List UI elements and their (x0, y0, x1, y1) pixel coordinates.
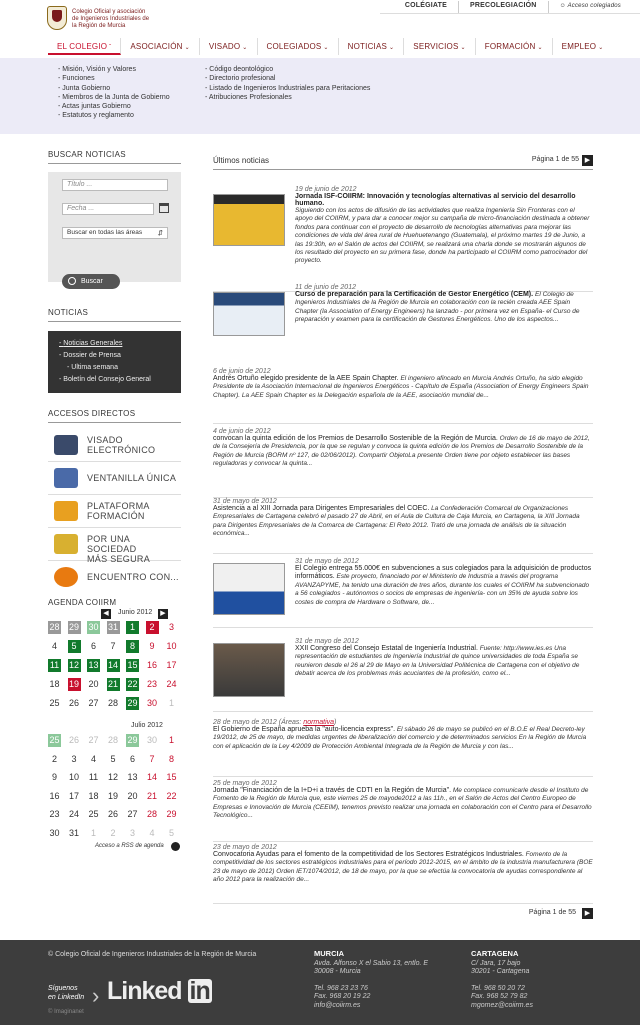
site-header (0, 0, 640, 58)
news-title-link[interactable]: Andrés Ortuño elegido presidente de la AEE Spain Chapter. (213, 375, 399, 382)
search-news-box (48, 172, 181, 285)
calendar-day: 3 (129, 827, 135, 838)
calendar-day: 10 (68, 772, 79, 782)
news-thumbnail[interactable] (213, 292, 285, 336)
precolegiacion-link[interactable]: PRECOLEGIACIÓN (459, 1, 549, 13)
access-title: ACCESOS DIRECTOS (48, 409, 181, 423)
calendar-day: 31 (107, 622, 118, 632)
calendar-day: 27 (88, 698, 99, 708)
graduation-icon (54, 501, 78, 521)
rss-row (48, 843, 181, 853)
calendar-day: 15 (166, 772, 177, 782)
nav-visado[interactable]: VISADO ⌄ (200, 38, 258, 55)
news-thumbnail[interactable] (213, 194, 285, 246)
submenu-item[interactable]: - Listado de Ingenieros Industriales para Peritaciones (205, 84, 370, 93)
chevron-down-icon: ⌄ (389, 45, 395, 51)
site-footer (0, 940, 640, 1025)
calendar-day: 20 (88, 679, 99, 689)
area-select[interactable]: Buscar en todas las áreas ⇵ (62, 227, 168, 239)
calendar-day: 16 (146, 660, 157, 670)
calendar-day: 30 (146, 735, 157, 745)
calendar-day[interactable]: 30 (88, 622, 99, 632)
colegio-logo[interactable] (47, 6, 67, 30)
date-input[interactable]: Fecha ... (62, 203, 154, 215)
calendar-day: 4 (90, 753, 96, 764)
calendar-day[interactable]: 21 (107, 679, 118, 689)
june-label: Junio 2012 (118, 609, 153, 616)
nav-empleo[interactable]: EMPLEO ⌄ (561, 42, 604, 51)
calendar-day: 24 (166, 679, 177, 689)
calendar-day: 27 (127, 809, 138, 819)
calendar-day[interactable]: 5 (68, 640, 81, 653)
top-divider (380, 13, 640, 14)
laptop-icon (54, 435, 78, 455)
calendar-day: 23 (49, 809, 60, 819)
calendar-day: 25 (49, 698, 60, 708)
footer-cartagena: CARTAGENA C/ Jara, 17 bajo 30201 - Cartagena Tel. 968 50 20 72 Fax. 968 52 79 82 mgomez@coiirm.es (471, 949, 533, 1009)
chevron-down-icon: ⌄ (242, 45, 248, 51)
footer-credit: © Imaginanet (48, 1009, 84, 1015)
submenu-item[interactable]: - Atribuciones Profesionales (205, 93, 370, 102)
news-menu-item[interactable]: - Noticias Generales (59, 338, 181, 350)
calendar-day: 27 (88, 735, 99, 745)
access-list (48, 429, 181, 594)
calendar-day: 23 (146, 679, 157, 689)
calendar-day: 25 (88, 809, 99, 819)
nav-colegiados[interactable]: COLEGIADOS ⌄ (258, 38, 339, 55)
news-menu-item[interactable]: - Dossier de Prensa (59, 350, 181, 362)
calendar-day: 9 (51, 772, 57, 782)
submenu-item[interactable]: - Funciones (58, 74, 170, 83)
calendar-day: 24 (68, 809, 79, 819)
calendar-day: 22 (166, 790, 177, 801)
calendar-day[interactable]: 22 (127, 679, 138, 689)
calendar-day: 18 (88, 790, 99, 801)
access-encuentro[interactable]: ENCUENTRO CON... (48, 561, 181, 594)
news-item: 31 de mayo de 2012 Asistencia a al XIII Jornada para Dirigentes Empresariales del COEC. La Confederación Comarcal de Organizaciones Empresariales de Cartagena celebró el pasado 27 de Abril, en el Aula de Cultura de Caja Murcia, en Cartagena, la XIII Jornada para Dirigentes Empresariales de la Comarca de Cartagena: El Reto 2012. Trató de una jornada de análisis de la situación económica... (213, 498, 593, 554)
calendar-day: 13 (127, 772, 138, 782)
calendar-day: 19 (107, 790, 118, 801)
july-calendar (48, 734, 181, 845)
news-title-link[interactable]: Jornada ISF-COIIRM: Innovación y tecnologías alternativas al servicio del desarrollo humano. (295, 193, 576, 207)
rss-icon[interactable] (171, 842, 180, 851)
july-label: Julio 2012 (131, 722, 163, 729)
rss-link[interactable]: Acceso a RSS de agenda (95, 843, 164, 849)
chevron-down-icon: ⌄ (537, 45, 543, 51)
calendar-day: 11 (88, 772, 99, 782)
title-input[interactable]: Título ... (62, 179, 168, 191)
chevron-down-icon: ⌄ (184, 45, 190, 51)
sidebar (48, 150, 181, 853)
chevron-down-icon: ⌄ (598, 45, 604, 51)
nav-el-colegio[interactable]: EL COLEGIO ˆ (48, 38, 121, 55)
calendar-day: 2 (110, 827, 116, 838)
submenu-item[interactable]: - Miembros de la Junta de Gobierno (58, 93, 170, 102)
calendar-day: 10 (166, 641, 177, 651)
submenu-col-2 (205, 65, 370, 102)
nav-servicios[interactable]: SERVICIOS ⌄ (404, 38, 475, 55)
news-item: 6 de junio de 2012 Andrés Ortuño elegido presidente de la AEE Spain Chapter. El ingeniero afincado en Murcia Andrés Ortuño, ha sido elegido Presidente de la Asociación Internacional de Ingenieros Energéticos - Capítulo de España (Association of Energy Engineers Spain Chapter). La AEE Spain Chapter es la Delegación española de la AEE, asociación mundial de... (213, 368, 593, 424)
news-title-link[interactable]: Jornada "Financiación de la I+D+i a través de CDTI en la Región de Murcia". (213, 787, 452, 794)
calendar-day: 5 (110, 753, 116, 764)
news-title-link[interactable]: Asistencia a al XIII Jornada para Dirigentes Empresariales del COEC. (213, 505, 430, 512)
calendar-day: 8 (168, 753, 174, 764)
june-calendar (48, 621, 181, 716)
calendar-day: 9 (149, 641, 155, 651)
murcia-email-link[interactable]: info@coiirm.es (314, 1001, 361, 1009)
area-link[interactable]: normativa (303, 719, 335, 726)
calendar-day: 3 (168, 622, 174, 632)
calendar-day: 17 (166, 660, 177, 670)
calendar-day: 21 (146, 790, 157, 801)
news-item: 25 de mayo de 2012 Jornada "Financiación de la I+D+i a través de CDTI en la Región de Murcia". Me complace comunicarle desde el Instituto de Fomento de la Región de Murcia que, este viernes 25 de mayode2012 a las 11h., en el Salón de Actos del Centro Europeo de Empresas e Innovación de Murcia (CEEIM), tenemos previsto realizar una jornada en colaboración con el Centro para el Desarrollo Tecnológico... (213, 780, 593, 842)
calendar-day: 18 (49, 679, 60, 689)
calendar-day: 28 (107, 735, 118, 745)
july-header (48, 722, 181, 734)
submenu-item[interactable]: - Código deontológico (205, 65, 370, 74)
user-icon: ☺ (559, 3, 568, 9)
calendar-day: 6 (129, 753, 135, 764)
calendar-day: 6 (90, 641, 96, 651)
encuentro-icon (54, 567, 78, 587)
calendar-day: 31 (68, 827, 79, 838)
chevron-right-icon: › (92, 983, 100, 1008)
access-plataforma[interactable]: PLATAFORMA FORMACIÓN (48, 495, 181, 528)
main-nav (48, 38, 612, 58)
prev-month-icon[interactable]: ◀ (101, 609, 111, 619)
calendar-day: 20 (127, 790, 138, 801)
news-item: 31 de mayo de 2012 XXII Congreso del Consejo Estatal de Ingeniería Industrial. Fuente: http://www.ies.es Una representación de estudiantes de Ingeniería Industrial de quince universidades de toda España se reunieron desde el 26 al 29 de Mayo en la Universidad Politécnica de Cartagena con el objetivo de debatir acerca de los problemas más acuciantes de la profesión, como el... (213, 638, 593, 712)
calendar-day[interactable]: 29 (127, 698, 138, 708)
news-item: 4 de junio de 2012 convocan la quinta edición de los Premios de Desarrollo Sostenible de la Región de Murcia. Orden de 16 de mayo de 2012, de la Consejería de Presidencia, por la que se regulan y convoca la quinta edición de los Premios de Desarrollo Sostenible de la Región de Murcia (BORM nº 127, de 02/06/2012). Compartir ObjetoLa presente Orden tiene por objeto establecer las bases reguladoras y convocar la quinta... (213, 428, 593, 498)
calendar-day: 2 (51, 753, 57, 764)
calendar-day[interactable]: 8 (126, 640, 139, 653)
news-title-link[interactable]: El Colegio entrega 55.000€ en subvenciones a sus colegiados para la adquisición de productos informáticos. (295, 565, 592, 581)
news-thumbnail[interactable] (213, 643, 285, 697)
calendar-day: 28 (107, 698, 118, 708)
nav-asociacion[interactable]: ASOCIACIÓN ⌄ (121, 38, 199, 55)
news-item: 28 de mayo de 2012 (Áreas: normativa) El Gobierno de España aprueba la "auto-licencia express". El sábado 26 de mayo se publicó en el B.O.E el Real Decreto-ley 19/2012, de 25 de mayo, de medidas urgentes de liberalización del comercio y de determinados servicios En la Región de Murcia con el aplicación de la Ley 4/2009 de Protección Ambiental Integrada de la Región de Murcia y con las... (213, 719, 593, 777)
checkmark-icon (54, 534, 78, 554)
calendar-day: 1 (90, 827, 96, 838)
page-indicator: Página 1 de 55 (531, 156, 579, 163)
calendar-day: 26 (107, 809, 118, 819)
chevron-down-icon: ⌄ (323, 45, 329, 51)
chevron-up-icon: ˆ (109, 45, 112, 51)
submenu-item[interactable]: - Actas juntas Gobierno (58, 102, 170, 111)
calendar-day[interactable]: 1 (126, 621, 139, 634)
el-colegio-submenu (0, 58, 640, 134)
footer-murcia: MURCIA Avda. Alfonso X el Sabio 13, entlo. E 30008 - Murcia Tel. 968 23 23 76 Fax. 968 20 19 22 info@coiirm.es (314, 949, 429, 1009)
bottom-pagination (213, 908, 593, 920)
linkedin-logo[interactable]: Linked in (107, 977, 210, 1005)
news-menu (48, 331, 181, 393)
calendar-day: 5 (168, 827, 174, 838)
calendar-day: 14 (146, 772, 157, 782)
calendar-day: 29 (166, 809, 177, 819)
calendar-day: 16 (49, 790, 60, 801)
page-indicator-bottom: Página 1 de 55 (528, 909, 576, 916)
access-visado[interactable]: VISADO ELECTRÓNICO (48, 429, 181, 462)
select-arrow-icon: ⇵ (157, 230, 163, 237)
calendar-day: 1 (168, 735, 174, 745)
next-month-icon[interactable]: ▶ (158, 609, 168, 619)
colegiate-link[interactable]: COLÉGIATE (394, 1, 459, 13)
news-item: 11 de junio de 2012 Curso de preparación para la Certificación de Gestor Energético (CEM). El Colegio de Ingenieros Industriales de la Región de Murcia en colaboración con la recién creada AEE Spain Chapter (la Association of Energy Engineers) ha lanzado - por primera vez en España- el Curso de preparación y examen para la certificación de Gestores Energéticos. Uno de los aspectos... (213, 284, 593, 364)
logo-text[interactable]: Colegio Oficial y asociación de Ingenieros Industriales de la Región de Murcia (72, 9, 150, 29)
calendar-day[interactable]: 14 (107, 660, 118, 670)
agenda-title: AGENDA COIIRM (48, 598, 117, 607)
submenu-item[interactable]: - Junta Gobierno (58, 84, 170, 93)
news-title-link[interactable]: Convocatoria Ayudas para el fomento de la competitividad de los Sectores Estratégicos Industriales. (213, 851, 524, 858)
news-item: 19 de junio de 2012 Jornada ISF-COIIRM: Innovación y tecnologías alternativas al servicio del desarrollo humano. Siguiendo con los actos de difusión de las actividades que realiza Ingeniería Sin Fronteras con el apoyo del COIIRM, y para dar a conocer mejor su campaña de micro-financiación destinada a obtener fondos para continuar con el proyecto de desarrollo de tecnologías alternativas para mejorar las condiciones de vida del área rural de Huehuetenango (Guatemala), el próximo martes 19 de Junio, a las 19:30h, en el Salón de actos del COIIRM, se realizará una charla donde se mostrarán algunos de los resultado del proyecto en su primera fase, donde ha participado el COIIRM como patrocinador del proyecto. (213, 186, 593, 292)
calendar-day: 4 (149, 827, 155, 838)
calendar-day[interactable]: 2 (146, 621, 159, 634)
calendar-day: 3 (71, 753, 77, 764)
chevron-down-icon: ⌄ (460, 45, 466, 51)
news-menu-item[interactable]: - Ultima semana (59, 362, 181, 374)
top-links (394, 1, 632, 13)
calendar-day: 30 (49, 827, 60, 838)
calendar-day: 1 (168, 698, 174, 708)
calendar-day[interactable]: 29 (127, 735, 138, 745)
news-list-header (213, 156, 593, 170)
news-thumbnail[interactable] (213, 563, 285, 615)
calendar-day: 17 (68, 790, 79, 801)
search-news-title: BUSCAR NOTICIAS (48, 150, 181, 164)
calendar-day: 26 (68, 735, 79, 745)
calendar-day: 30 (146, 698, 157, 708)
news-title-link[interactable]: XXII Congreso del Consejo Estatal de Ingeniería Industrial. (295, 645, 478, 652)
submenu-item[interactable]: - Directorio profesional (205, 74, 370, 83)
calendar-day: 26 (68, 698, 79, 708)
news-title: NOTICIAS (48, 308, 181, 322)
news-title-link[interactable]: Curso de preparación para la Certificación de Gestor Energético (CEM). (295, 291, 534, 298)
calendar-day[interactable]: 12 (68, 660, 79, 670)
calendar-day: 12 (107, 772, 118, 782)
access-ventanilla[interactable]: VENTANILLA ÚNICA (48, 462, 181, 495)
follow-us: Síguenos en LinkedIn (48, 985, 85, 1001)
submenu-item[interactable]: - Estatutos y reglamento (58, 111, 170, 120)
cartagena-email-link[interactable]: mgomez@coiirm.es (471, 1001, 533, 1009)
nav-formacion[interactable]: FORMACIÓN ⌄ (476, 38, 553, 55)
access-sociedad-segura[interactable]: POR UNA SOCIEDAD MÁS SEGURA (48, 528, 181, 561)
calendar-day: 7 (110, 641, 116, 651)
search-button[interactable]: Buscar (62, 274, 120, 289)
calendar-day: 7 (149, 753, 155, 764)
calendar-day[interactable]: 13 (88, 660, 99, 670)
submenu-item[interactable]: - Misión, Visión y Valores (58, 65, 170, 74)
june-header (48, 607, 181, 621)
news-item: 31 de mayo de 2012 El Colegio entrega 55.000€ en subvenciones a sus colegiados para la adquisición de productos informáticos. Este proyecto, financiado por el Ministerio de Industria a través del programa AVANZAPYME, ha tenido una duración de tres años, durante los cuales el COIIRM ha subvencionado a 56 colegiados - autónomos o socios de empresas de ingeniería- con un 35% de ayuda sobre los costes de compra de Hardware o Software, de... (213, 558, 593, 628)
news-menu-item[interactable]: - Boletín del Consejo General (59, 374, 181, 386)
news-list-title: Últimos noticias (213, 156, 270, 165)
nav-noticias[interactable]: NOTICIAS ⌄ (339, 38, 405, 55)
submenu-col-1 (58, 65, 170, 121)
calendar-icon[interactable] (159, 203, 169, 213)
calendar-day[interactable]: 19 (68, 679, 79, 689)
next-page-icon[interactable]: ▶ (582, 155, 593, 166)
calendar-day: 29 (68, 622, 79, 632)
calendar-day: 4 (51, 641, 57, 651)
id-card-icon (54, 468, 78, 488)
acceso-colegiados-link[interactable]: ☺ Acceso colegiados (559, 3, 621, 9)
news-title-link[interactable]: convocan la quinta edición de los Premios de Desarrollo Sostenible de la Región de Murcia. (213, 435, 498, 442)
news-title-link[interactable]: El Gobierno de España aprueba la "auto-licencia express". (213, 726, 396, 733)
news-list (213, 156, 593, 917)
footer-copyright: © Colegio Oficial de Ingenieros Industriales de la Región de Murcia (48, 951, 257, 958)
calendar-day[interactable]: 15 (127, 660, 138, 670)
calendar-day: 28 (146, 809, 157, 819)
calendar-day[interactable]: 11 (49, 660, 60, 670)
next-page-icon[interactable]: ▶ (582, 908, 593, 919)
calendar-day[interactable]: 25 (49, 735, 60, 745)
news-item: 23 de mayo de 2012 Convocatoria Ayudas para el fomento de la competitividad de los Sectores Estratégicos Industriales. Fomento de la competitividad de los sectores estratégicos industriales para el período 2012-2015, en el ámbito de la industria manufacturera (BOE 23 de mayo de 2012) Orden IET/1074/2012, de 18 de mayo, por la que se efectúa la convocatoria de ayudas correspondiente al año 2012 para la realización de... (213, 844, 593, 904)
calendar-day: 28 (49, 622, 60, 632)
